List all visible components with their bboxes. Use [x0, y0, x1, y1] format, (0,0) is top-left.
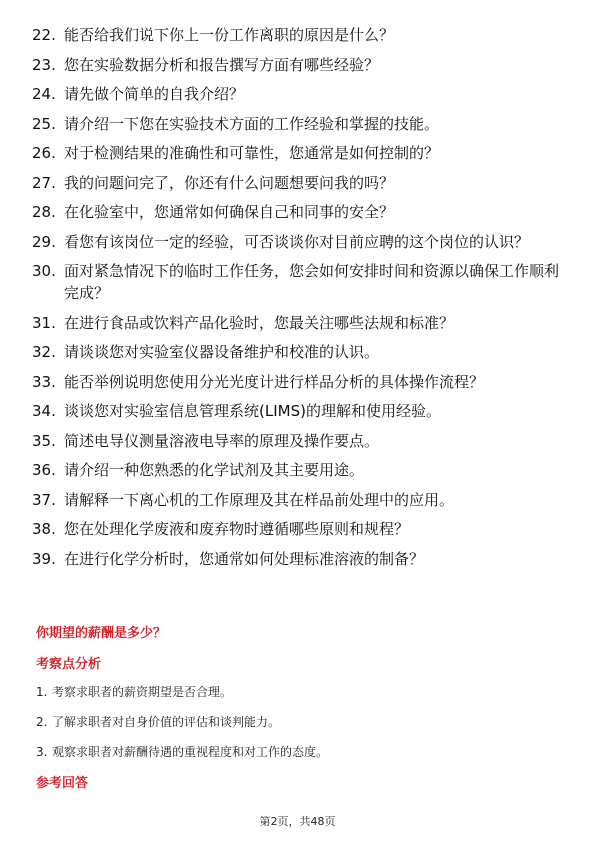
analysis-point-number: 2. — [36, 715, 48, 729]
question-text: 在进行食品或饮料产品化验时，您最关注哪些法规和标准？ — [64, 313, 455, 332]
question-item — [32, 371, 562, 393]
question-number: 31. — [32, 313, 56, 332]
question-text: 对于检测结果的准确性和可靠性，您通常是如何控制的？ — [64, 144, 440, 162]
question-number: 23. — [32, 55, 56, 74]
question-text: 请先做个简单的自我介绍？ — [64, 85, 245, 103]
question-number: 39. — [32, 549, 56, 568]
question-number: 29. — [32, 232, 56, 251]
question-text: 谈谈您对实验室信息管理系统(LIMS)的理解和使用经验。 — [64, 402, 441, 420]
question-item — [32, 172, 562, 194]
question-text: 您在处理化学废液和废弃物时遵循哪些原则和规程？ — [64, 520, 410, 538]
question-item — [32, 231, 562, 253]
question-number: 38. — [32, 520, 56, 538]
question-number: 35. — [32, 431, 56, 450]
question-item — [32, 312, 562, 334]
question-number: 25. — [32, 114, 56, 133]
question-item — [32, 113, 562, 135]
question-item — [32, 518, 562, 540]
question-item — [32, 400, 562, 422]
question-item — [32, 430, 562, 452]
question-text: 简述电导仪测量溶液电导率的原理及操作要点。 — [64, 431, 380, 450]
analysis-point-text: 考察求职者的薪资期望是否合理。 — [52, 685, 233, 699]
question-number: 26. — [32, 144, 56, 162]
question-item — [32, 459, 562, 481]
question-number: 32. — [32, 343, 56, 361]
question-number: 36. — [32, 461, 56, 479]
analysis-point — [36, 714, 556, 730]
analysis-point-number: 1. — [36, 685, 48, 699]
question-number: 33. — [32, 372, 56, 391]
analysis-point — [36, 744, 556, 760]
question-number: 27. — [32, 173, 56, 192]
question-text: 在化验室中，您通常如何确保自己和同事的安全？ — [64, 203, 395, 221]
analysis-point-text: 了解求职者对自身价值的评估和谈判能力。 — [52, 715, 281, 729]
question-text: 能否举例说明您使用分光光度计进行样品分析的具体操作流程？ — [64, 372, 485, 391]
question-list — [32, 24, 562, 577]
question-number: 28. — [32, 203, 56, 221]
question-number: 34. — [32, 402, 56, 420]
question-text: 请介绍一下您在实验技术方面的工作经验和掌握的技能。 — [64, 114, 440, 133]
question-number: 30. — [32, 262, 56, 280]
question-item — [32, 54, 562, 76]
question-item — [32, 201, 562, 223]
question-text: 请解释一下离心机的工作原理及其在样品前处理中的应用。 — [64, 490, 455, 509]
question-item — [32, 548, 562, 570]
question-number: 22. — [32, 26, 56, 44]
question-text: 请介绍一种您熟悉的化学试剂及其主要用途。 — [64, 461, 365, 479]
analysis-heading: 考察点分析 — [36, 657, 102, 672]
question-text: 请谈谈您对实验室仪器设备维护和校准的认识。 — [64, 343, 380, 361]
question-item — [32, 341, 562, 363]
question-text: 您在实验数据分析和报告撰写方面有哪些经验？ — [64, 55, 380, 74]
salary-question-heading: 你期望的薪酬是多少？ — [36, 626, 167, 641]
question-text: 能否给我们说下你上一份工作离职的原因是什么？ — [64, 26, 395, 44]
reference-answer-heading: 参考回答 — [36, 776, 89, 791]
question-number: 24. — [32, 85, 56, 103]
question-text: 我的问题问完了，你还有什么问题想要问我的吗？ — [64, 173, 395, 192]
question-text: 看您有该岗位一定的经验，可否谈谈你对目前应聘的这个岗位的认识？ — [64, 232, 530, 251]
question-item — [32, 142, 562, 164]
page-footer: 第2页，共48页 — [259, 815, 336, 828]
analysis-point-number: 3. — [36, 745, 48, 759]
analysis-point-text: 观察求职者对薪酬待遇的重视程度和对工作的态度。 — [52, 745, 329, 759]
question-item — [32, 489, 562, 511]
question-text: 在进行化学分析时，您通常如何处理标准溶液的制备？ — [64, 549, 425, 568]
question-number: 37. — [32, 490, 56, 509]
question-item — [32, 24, 562, 46]
question-item — [32, 83, 562, 105]
analysis-point — [36, 684, 556, 700]
question-item — [32, 260, 562, 304]
question-text: 面对紧急情况下的临时工作任务，您会如何安排时间和资源以确保工作顺利完成？ — [64, 262, 560, 302]
analysis-points-list — [36, 684, 556, 774]
